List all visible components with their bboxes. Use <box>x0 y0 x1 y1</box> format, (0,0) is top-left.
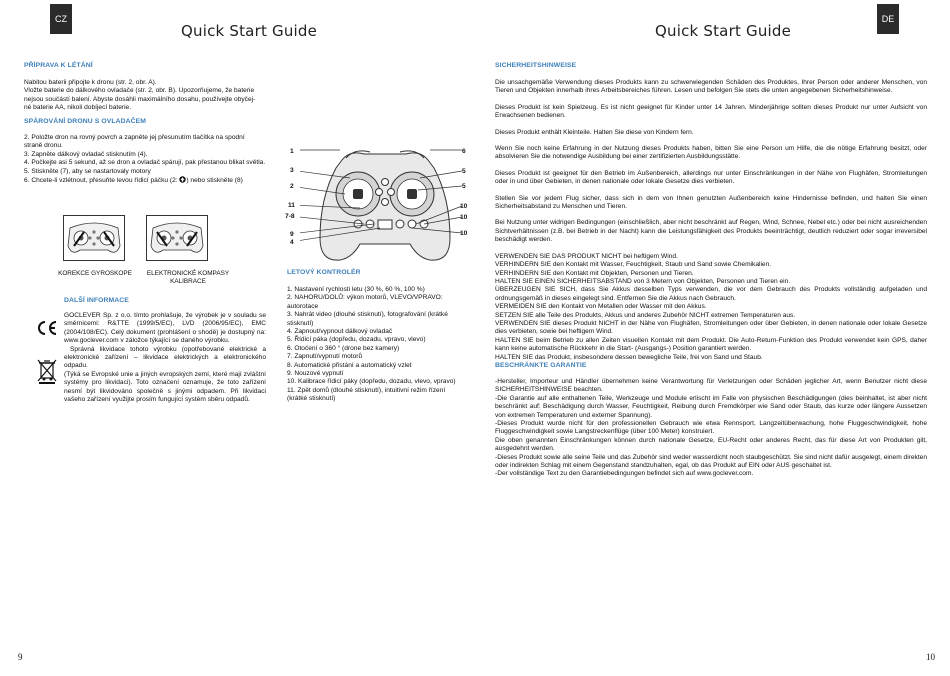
diagram-label: 10 <box>460 214 468 221</box>
controller-sketch-icon <box>64 216 124 260</box>
pairing-line: 2. Položte dron na rovný povrch a zapněte jej přesunutím tlačítka na spodní <box>24 134 245 141</box>
controller-item: (krátké stisknutí) <box>287 395 336 403</box>
controller-item: autorotace <box>287 302 319 310</box>
safety-paragraph: Bei Nutzung unter widrigen Bedingungen (einschließlich, aber nicht beschränkt auf Regen, Wind, Schnee, Nebel etc.) oder bei nicht ausreichenden Sichtverhältnissen (z.B. bei Betrieb in der Nacht) kann die Leistungsfähigkeit des Produkts beeinträchtigt, deutlich reduziert oder sogar irreversibel beschädigt werden. <box>495 219 927 244</box>
page-right <box>475 0 950 676</box>
disposal-text: Správná likvidace tohoto výrobku (opotřebované elektrické a elektronické zařízení – likvidace elektrických a elektronického odpadu. <box>64 345 266 370</box>
crossed-bin-icon <box>36 358 58 389</box>
controller-item: 6. Otočení o 360 ° (drone bez kamery) <box>287 344 400 352</box>
page-number-right: 10 <box>926 652 935 662</box>
controller-item: 5. Řídicí páka (dopředu, dozadu, vpravo, vlevo) <box>287 336 426 344</box>
safety-caps-line: VERHINDERN SIE den Kontakt mit Objekten, Personen und Tieren. <box>495 269 694 277</box>
safety-caps-line: ÜBERZEUGEN SIE SICH, dass Sie Akkus desselben Typs verwenden, die vor dem Gebrauch des Produkts vollständig aufgeladen und ordnungsgemäß in dieses eingelegt sind. Entfernen Sie die Akkus nach Gebrauch. <box>495 286 927 302</box>
prep-line: nejsou součástí balení. Abyste dosáhli maximálního dosahu, používejte obyčej- <box>24 95 256 103</box>
compass-caption: ELEKTRONICKÉ KOMPASY KALIBRACE <box>146 270 230 285</box>
safety-caps-line: HALTEN SIE EINEN SICHERHEITSABSTAND von 3 Metern von Objekten, Personen und Tieren ein. <box>495 277 791 285</box>
ce-mark-icon <box>36 320 58 341</box>
controller-heading: LETOVÝ KONTROLÉR <box>287 269 361 276</box>
lang-tab-de: DE <box>877 4 899 34</box>
more-info-heading: DALŠÍ INFORMACE <box>64 297 129 304</box>
warranty-line: -Die Garantie auf alle enthaltenen Teile, Werkzeuge und Module erlischt im Falle von physischen Beschädigungen (dies beinhaltet, ist aber nicht beschränkt auf: Beschädigung durch Wasser, Feuchtigkeit, Reibung durch Fremdkörper wie Sand oder Staub, das kurze oder längere Aussetzen von extremen Temperaturen und externer Spannung). <box>495 394 927 419</box>
safety-text <box>495 79 927 362</box>
safety-heading: SICHERHEITSHINWEISE <box>495 62 577 69</box>
lang-tab-cz: CZ <box>50 4 72 34</box>
safety-caps-line: SETZEN SIE alle Teile des Produkts, Akkus und anderes Zubehör NICHT extremen Temperaturen aus. <box>495 311 796 319</box>
safety-paragraph: Dieses Produkt enthält Kleinteile. Halten Sie diese von Kindern fern. <box>495 128 694 136</box>
diagram-label: 1 <box>290 148 294 155</box>
safety-paragraph: Stellen Sie vor jedem Flug sicher, dass sich in dem von Ihnen genutzten Außenbereich keine Hindernisse befinden, und halten Sie einen Sicherheitsabstand zu Menschen und Tieren. <box>495 194 927 211</box>
pairing-line-part: 6. Chcete-li vzlétnout, přesuňte levou řídicí páčku (2: <box>24 177 180 185</box>
flight-controller-diagram <box>300 138 470 273</box>
diagram-label: 6 <box>462 148 466 155</box>
safety-paragraph: Wenn Sie noch keine Erfahrung in der Nutzung dieses Produkts haben, bitten Sie eine Person um Hilfe, die die nötige Erfahrung besitzt, oder absolvieren Sie die notwendige Ausbildung bei einer zertifizierten Ausbildungsstätte. <box>495 145 927 161</box>
warranty-heading: BESCHRÄNKTE GARANTIE <box>495 362 587 369</box>
diagram-label: 10 <box>460 230 468 237</box>
safety-caps-line: VERMEIDEN SIE den Kontakt von Metallen oder Wasser mit den Akkus. <box>495 303 707 311</box>
diagram-label: 7-8 <box>285 213 295 220</box>
diagram-label: 4 <box>290 239 294 246</box>
diagram-label: 9 <box>290 231 294 238</box>
diagram-label: 11 <box>288 202 295 209</box>
page-title-right: Quick Start Guide <box>655 22 792 40</box>
controller-list <box>287 286 457 404</box>
page-title-left: Quick Start Guide <box>181 22 318 40</box>
conformity-text: GOCLEVER Sp. z o.o. tímto prohlašuje, že výrobek je v souladu se směrnicemi: R&TTE (1999/5/EC), LVD (2006/95/EC), EMC (2004/108/EC). Celý dokument (prohlášení o shodě) je dostupný na: www.goclever.com v záložce týkající se daného výrobku. <box>64 312 266 345</box>
controller-item: 3. Nahrát video (dlouhé stisknutí), fotografování (krátké <box>287 311 448 319</box>
warranty-line: -Hersteller, Importeur und Händler übernehmen keine Verantwortung für Verletzungen oder Schäden jeglicher Art, wenn Benutzer nicht diese SICHERHEITSHINWEISE beachten. <box>495 378 927 394</box>
safety-paragraph: Dieses Produkt ist kein Spielzeug. Es ist nicht geeignet für Kinder unter 14 Jahren. Minderjährige sollten dieses Produkt nur unter Aufsicht von Erwachsenen bedienen. <box>495 103 927 120</box>
safety-paragraph: Die unsachgemäße Verwendung dieses Produkts kann zu schwerwiegenden Schäden des Produktes, Ihrer Person oder anderer Menschen, von Tieren und Objekten innerhalb ihres Arbeitsbereiches führen. Lesen und befolgen Sie stets die unten angegebenen Sicherheitshinweise. <box>495 79 927 95</box>
safety-paragraph: Dieses Produkt ist geeignet für den Betrieb im Außenbereich, allerdings nur unter Einschränkungen in der Nähe von Flughäfen, Stromleitungen oder in und über Gebieten, in denen nationale oder lokale Gesetze dies verbieten. <box>495 169 927 186</box>
warranty-line: Die oben genannten Einschränkungen können durch nationale Gesetze, EU-Recht oder anderes Recht, das für diese Art von Produkten gilt, ausgedehnt werden. <box>495 436 927 453</box>
pairing-line <box>24 176 274 185</box>
prep-line: Nabitou baterii připojte k dronu (str. 2, obr. A). <box>24 79 157 86</box>
controller-sketch-icon <box>147 216 207 260</box>
prep-line: né baterie AA, nikoli dobíjecí baterie. <box>24 104 132 112</box>
safety-caps-line: VERWENDEN SIE DAS PRODUKT NICHT bei heftigem Wind. <box>495 252 678 260</box>
controller-item: 4. Zapnout/vypnout dálkový ovladač <box>287 328 393 336</box>
diagram-label: 2 <box>290 183 294 190</box>
pairing-line: 3. Zapněte dálkový ovladač stisknutím (4). <box>24 150 148 158</box>
gyro-caption: KOREKCE GYROSKOPE <box>58 270 132 277</box>
controller-item: 2. NAHORU/DOLŮ: výkon motorů, VLEVO/VPRAVO: <box>287 294 443 302</box>
warranty-line: -Dieses Produkt wurde nicht für den professionellen Gebrauch wie etwa Rennsport, Langzeitüberwachung, hohe Fluggeschwindigkeit, hohe Fluggeschwindigkeit sowie Langstreckenflüge (über 100 Meter) konstruiert. <box>495 420 927 436</box>
prep-line: Vložte baterie do dálkového ovladače (str. 2, obr. B). Upozorňujeme, že baterie <box>24 87 255 95</box>
prep-heading: PŘÍPRAVA K LÉTÁNÍ <box>24 62 93 69</box>
diagram-label: 10 <box>460 203 468 210</box>
warranty-text <box>495 378 927 479</box>
pairing-line-part: ) nebo stiskněte (8) <box>186 177 243 185</box>
prep-text <box>24 79 269 113</box>
gyro-correction-illustration <box>63 215 125 261</box>
controller-item: stisknutí) <box>287 319 314 327</box>
warranty-line: -Der vollständige Text zu den Garantiebedingungen befindet sich auf www.goclever.com. <box>495 470 754 478</box>
pairing-line: 5. Stiskněte (7), aby se nastartovaly motory <box>24 167 151 175</box>
controller-item: 8. Automatické přistání a automatický vzlet <box>287 361 412 369</box>
controller-item: 7. Zapnutí/vypnutí motorů <box>287 353 363 361</box>
safety-caps-line: VERWENDEN SIE dieses Produkt NICHT in der Nähe von Flughäfen, Stromleitungen oder über Gebieten, in denen nationale oder lokale Gesetze dies verbieten, sowie bei heftigem Wind. <box>495 319 927 336</box>
controller-item: 10. Kalibrace řídicí páky (dopředu, dozadu, vlevo, vpravo) <box>287 378 456 386</box>
safety-caps-line: HALTEN SIE beim Betrieb zu allen Zeiten visuellen Kontakt mit dem Produkt. Die Auto-Return-Funktion des Produkt verwendet kein GPS, daher kann keine automatische Rückkehr in die Start- (Ausgangs-) Position garantiert werden. <box>495 336 927 353</box>
controller-item: 9. Nouzové vypnutí <box>287 370 344 378</box>
pairing-line: 4. Počkejte asi 5 sekund, až se dron a ovladač spárují, pak přestanou blikat světla. <box>24 159 266 167</box>
safety-caps-line: VERHINDERN SIE den Kontakt mit Wasser, Feuchtigkeit, Staub und Sand sowie Chemikalien. <box>495 261 772 269</box>
warranty-line: -Dieses Produkt sowie alle seine Teile und das Zubehör sind weder wasserdicht noch staubgeschützt. Sie sind nicht dafür ausgelegt, einem direkten oder indirekten Schlag mit einem Gegenstand standzuhalten, egal, ob das Produkt auf EIN oder AUS geschaltet ist. <box>495 453 928 470</box>
diagram-label: 3 <box>290 167 294 174</box>
controller-item: 11. Zpět domů (dlouhé stisknutí), intuitivní režim řízení <box>287 386 446 394</box>
pairing-line: straně dronu. <box>24 142 63 150</box>
pairing-text <box>24 134 274 185</box>
diagram-label: 5 <box>462 168 466 175</box>
pairing-heading: SPÁROVÁNÍ DRONU S OVLADAČEM <box>24 118 147 125</box>
safety-caps-line: HALTEN SIE das Produkt, insbesondere dessen bewegliche Teile, frei von Sand und Staub. <box>495 353 763 361</box>
compass-calibration-illustration <box>146 215 208 261</box>
eu-disposal-text: (Týká se Evropské unie a jiných evropských zemí, které mají zvláštní systémy pro likvidaci). Toto označení oznamuje, že toto zařízení nesmí být likvidováno společně s jinými odpadem. Při likvidaci vašeho zařízení využijte prosím fungující systém sběru odpadů. <box>64 370 266 404</box>
diagram-label: 5 <box>462 183 466 190</box>
controller-item: 1. Nastavení rychlosti letu (30 %, 60 %, 100 %) <box>287 286 425 293</box>
more-info-text <box>64 312 266 404</box>
page-number-left: 9 <box>18 652 23 662</box>
